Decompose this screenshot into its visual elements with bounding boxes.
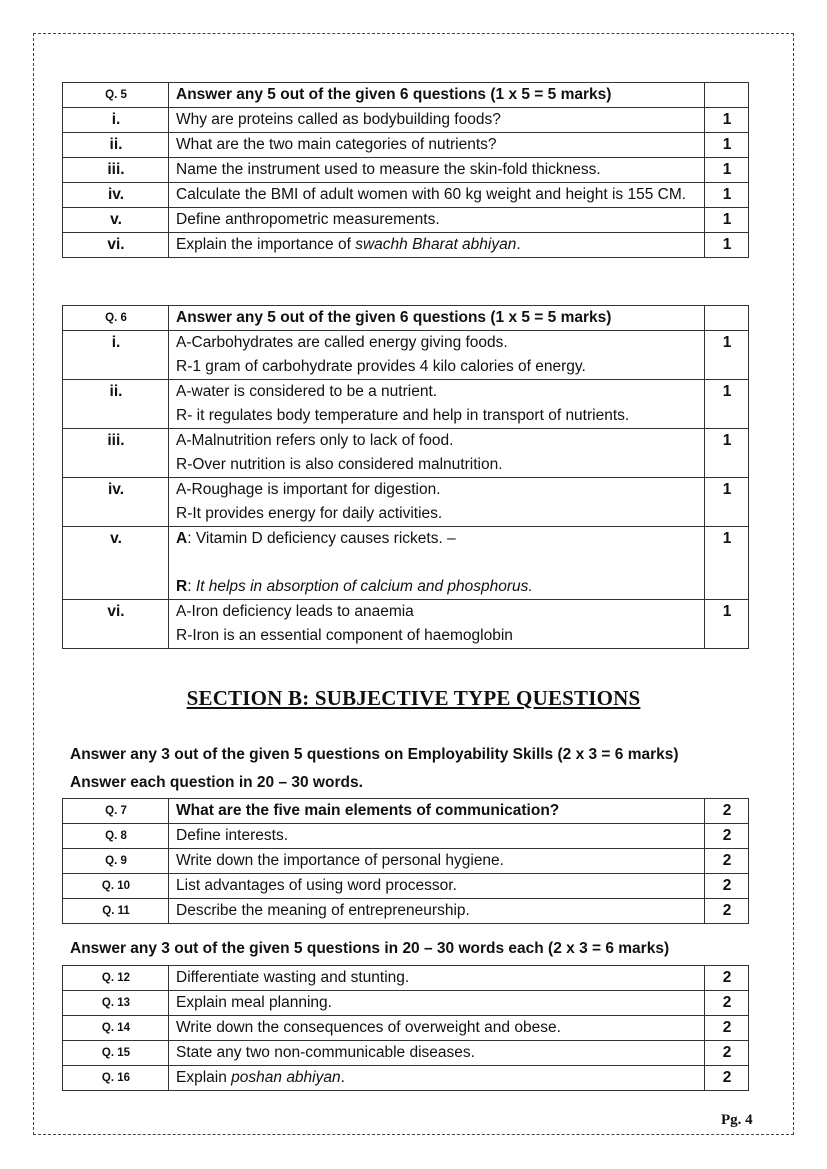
- question-marks: 2: [705, 899, 749, 924]
- assertion: A-Roughage is important for digestion.: [176, 481, 441, 498]
- subject-table: [62, 965, 749, 1091]
- question-marks: 2: [705, 1041, 749, 1066]
- item-text: Calculate the BMI of adult women with 60 kg weight and height is 155 CM.: [169, 183, 705, 208]
- assertion-label: A: [176, 530, 188, 547]
- table-row: [63, 824, 749, 849]
- question-number: Q. 10: [63, 874, 169, 899]
- reason: [176, 575, 698, 599]
- table-row: [63, 429, 749, 478]
- question-number: Q. 12: [63, 966, 169, 991]
- table-row: [63, 158, 749, 183]
- item-number: i.: [63, 331, 169, 380]
- spacer: [176, 551, 698, 575]
- question-text: Define interests.: [169, 824, 705, 849]
- text-suffix: .: [340, 1069, 345, 1086]
- reason: R-Over nutrition is also considered malnutrition.: [176, 456, 503, 473]
- table-row: [63, 183, 749, 208]
- item-text: [169, 600, 705, 649]
- assertion: A-water is considered to be a nutrient.: [176, 383, 438, 400]
- table-row: [63, 83, 749, 108]
- item-number: ii.: [63, 380, 169, 429]
- table-row: [63, 799, 749, 824]
- reason: R-It provides energy for daily activities.: [176, 505, 443, 522]
- item-marks: 1: [705, 331, 749, 380]
- table-row: [63, 478, 749, 527]
- text-italic: swachh Bharat abhiyan: [355, 236, 517, 253]
- question-text: Explain meal planning.: [169, 991, 705, 1016]
- text-prefix: Explain the importance of: [176, 236, 356, 253]
- question-number: Q. 9: [63, 849, 169, 874]
- section-heading: SECTION B: SUBJECTIVE TYPE QUESTIONS: [186, 686, 641, 710]
- reason: R-Iron is an essential component of haemoglobin: [176, 627, 513, 644]
- q6-table: [62, 305, 749, 649]
- question-marks: 2: [705, 849, 749, 874]
- question-text: Differentiate wasting and stunting.: [169, 966, 705, 991]
- question-marks: 2: [705, 824, 749, 849]
- item-marks: 1: [705, 183, 749, 208]
- item-marks: 1: [705, 133, 749, 158]
- question-number: Q. 7: [63, 799, 169, 824]
- question-text: List advantages of using word processor.: [169, 874, 705, 899]
- question-text: [169, 1066, 705, 1091]
- table-row: [63, 849, 749, 874]
- table-row: [63, 331, 749, 380]
- item-text: Why are proteins called as bodybuilding foods?: [169, 108, 705, 133]
- assertion: [176, 527, 698, 551]
- question-number: Q. 16: [63, 1066, 169, 1091]
- employability-table: [62, 798, 749, 924]
- question-marks: 2: [705, 799, 749, 824]
- reason: R- it regulates body temperature and help in transport of nutrients.: [176, 407, 630, 424]
- question-text: Write down the importance of personal hygiene.: [169, 849, 705, 874]
- item-marks: 1: [705, 380, 749, 429]
- table-row: [63, 1041, 749, 1066]
- item-marks: 1: [705, 429, 749, 478]
- marks-cell: [705, 306, 749, 331]
- text-italic: poshan abhiyan: [231, 1069, 341, 1086]
- table-row: [63, 991, 749, 1016]
- section-instruction: Answer any 3 out of the given 5 questions on Employability Skills (2 x 3 = 6 marks): [70, 746, 679, 763]
- question-instruction: Answer any 5 out of the given 6 questions (1 x 5 = 5 marks): [169, 83, 705, 108]
- reason-label: R: [176, 578, 188, 595]
- item-number: vi.: [63, 233, 169, 258]
- table-row: [63, 966, 749, 991]
- table-row: [63, 600, 749, 649]
- item-number: ii.: [63, 133, 169, 158]
- item-marks: 1: [705, 527, 749, 600]
- question-number: Q. 5: [63, 83, 169, 108]
- question-text: Describe the meaning of entrepreneurship.: [169, 899, 705, 924]
- question-marks: 2: [705, 1066, 749, 1091]
- reason-separator: :: [187, 578, 196, 595]
- reason-text: It helps in absorption of calcium and phosphorus.: [195, 578, 533, 595]
- item-marks: 1: [705, 158, 749, 183]
- question-text: State any two non-communicable diseases.: [169, 1041, 705, 1066]
- item-text: [169, 380, 705, 429]
- assertion: A-Carbohydrates are called energy giving foods.: [176, 334, 508, 351]
- item-marks: 1: [705, 208, 749, 233]
- assertion: A-Malnutrition refers only to lack of food.: [176, 432, 454, 449]
- item-text: [169, 233, 705, 258]
- table-row: [63, 208, 749, 233]
- question-marks: 2: [705, 1016, 749, 1041]
- item-text: [169, 478, 705, 527]
- item-text: [169, 331, 705, 380]
- item-text: Name the instrument used to measure the skin-fold thickness.: [169, 158, 705, 183]
- assertion-text: : Vitamin D deficiency causes rickets. –: [187, 530, 456, 547]
- question-number: Q. 13: [63, 991, 169, 1016]
- text-suffix: .: [516, 236, 521, 253]
- item-text: [169, 429, 705, 478]
- item-number: iii.: [63, 158, 169, 183]
- section-instruction: Answer any 3 out of the given 5 questions in 20 – 30 words each (2 x 3 = 6 marks): [70, 940, 670, 957]
- question-number: Q. 14: [63, 1016, 169, 1041]
- section-instruction: Answer each question in 20 – 30 words.: [70, 774, 363, 791]
- item-number: v.: [63, 527, 169, 600]
- item-marks: 1: [705, 478, 749, 527]
- question-marks: 2: [705, 991, 749, 1016]
- question-text: What are the five main elements of communication?: [169, 799, 705, 824]
- page-number: Pg. 4: [721, 1112, 753, 1128]
- table-row: [63, 233, 749, 258]
- question-marks: 2: [705, 966, 749, 991]
- question-instruction: Answer any 5 out of the given 6 questions (1 x 5 = 5 marks): [169, 306, 705, 331]
- table-row: [63, 874, 749, 899]
- item-number: vi.: [63, 600, 169, 649]
- item-text: Define anthropometric measurements.: [169, 208, 705, 233]
- question-number: Q. 6: [63, 306, 169, 331]
- question-text: Write down the consequences of overweight and obese.: [169, 1016, 705, 1041]
- item-number: iv.: [63, 183, 169, 208]
- item-number: iv.: [63, 478, 169, 527]
- table-row: [63, 133, 749, 158]
- item-marks: 1: [705, 233, 749, 258]
- question-number: Q. 8: [63, 824, 169, 849]
- question-number: Q. 15: [63, 1041, 169, 1066]
- item-text: What are the two main categories of nutrients?: [169, 133, 705, 158]
- item-marks: 1: [705, 600, 749, 649]
- marks-cell: [705, 83, 749, 108]
- item-number: i.: [63, 108, 169, 133]
- table-row: [63, 1066, 749, 1091]
- table-row: [63, 899, 749, 924]
- question-number: Q. 11: [63, 899, 169, 924]
- table-row: [63, 108, 749, 133]
- table-row: [63, 527, 749, 600]
- item-number: v.: [63, 208, 169, 233]
- reason: R-1 gram of carbohydrate provides 4 kilo calories of energy.: [176, 358, 586, 375]
- item-number: iii.: [63, 429, 169, 478]
- text-prefix: Explain: [176, 1069, 232, 1086]
- q5-table: [62, 82, 749, 258]
- question-marks: 2: [705, 874, 749, 899]
- table-row: [63, 380, 749, 429]
- item-text: [169, 527, 705, 600]
- assertion: A-Iron deficiency leads to anaemia: [176, 603, 414, 620]
- table-row: [63, 1016, 749, 1041]
- table-row: [63, 306, 749, 331]
- item-marks: 1: [705, 108, 749, 133]
